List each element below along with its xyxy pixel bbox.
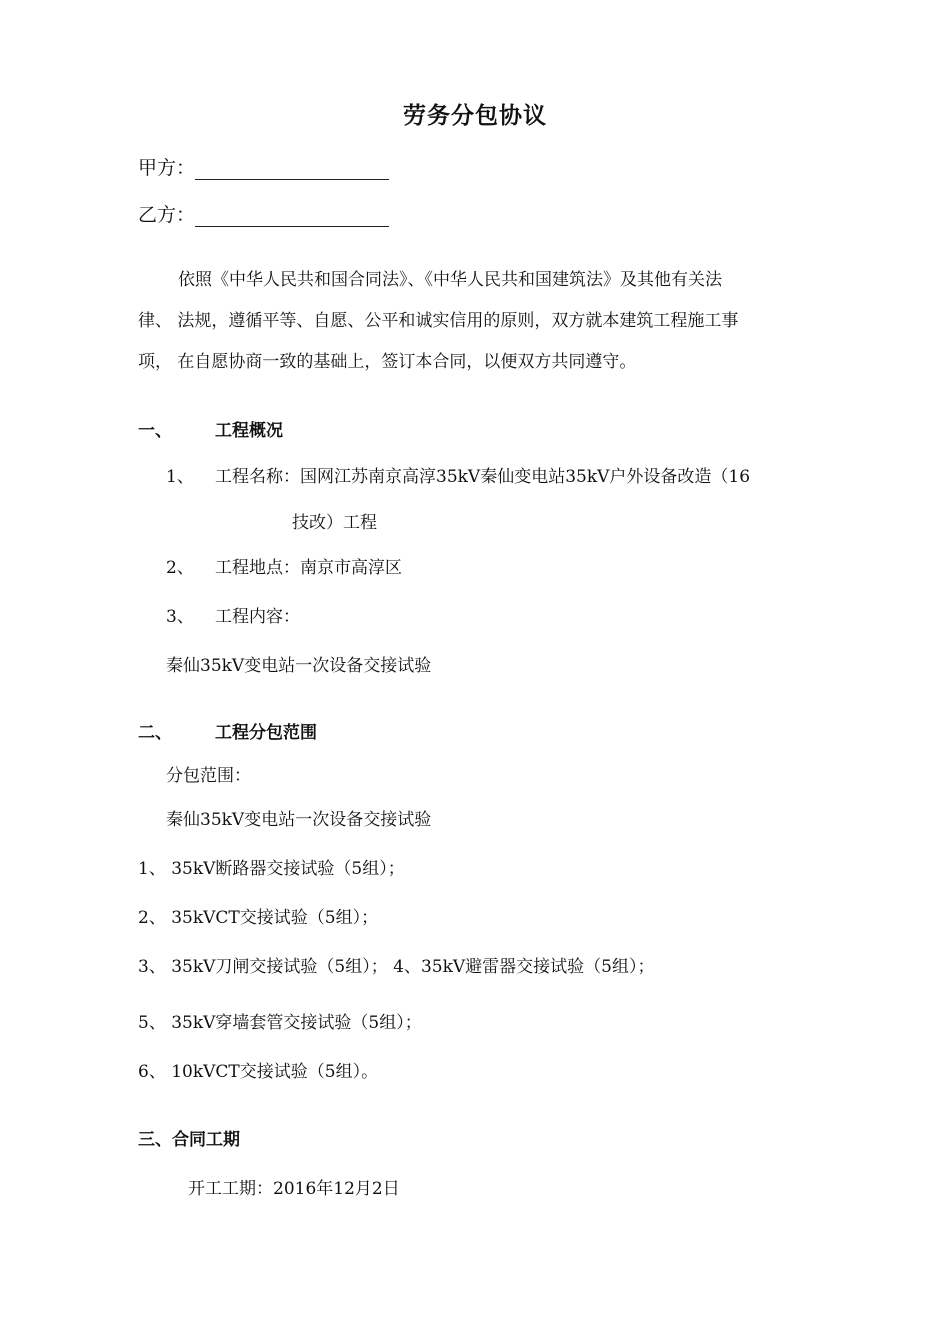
intro-line-2: 律、 法规，遵循平等、自愿、公平和诚实信用的原则，双方就本建筑工程施工事 bbox=[138, 311, 739, 331]
section1-item1-text: 工程名称：国网江苏南京高淳35kV秦仙变电站35kV户外设备改造（16 bbox=[215, 467, 751, 487]
section1-title: 工程概况 bbox=[215, 421, 283, 441]
party-a-blank bbox=[195, 157, 389, 180]
section2-item-3-4: 3、 35kV刀闸交接试验（5组）； 4、35kV避雷器交接试验（5组）； bbox=[138, 957, 655, 977]
document-title: 劳务分包协议 bbox=[403, 102, 547, 129]
party-a-line bbox=[138, 153, 389, 180]
section3-title: 三、合同工期 bbox=[138, 1130, 240, 1150]
party-b-line bbox=[138, 200, 389, 227]
section2-item-5: 5、 35kV穿墙套管交接试验（5组）； bbox=[138, 1013, 422, 1033]
section1-item1-continuation: 技改）工程 bbox=[292, 513, 377, 533]
section1-number: 一、 bbox=[138, 421, 172, 441]
intro-line-1: 依照《中华人民共和国合同法》、《中华人民共和国建筑法》及其他有关法 bbox=[178, 270, 722, 290]
section1-item2-number: 2、 bbox=[166, 558, 194, 578]
section1-content: 秦仙35kV变电站一次设备交接试验 bbox=[166, 656, 432, 676]
party-a-label: 甲方： bbox=[138, 157, 196, 179]
section2-item-6: 6、 10kVCT交接试验（5组）。 bbox=[138, 1062, 379, 1082]
section1-item1-number: 1、 bbox=[166, 467, 194, 487]
intro-line-3: 项， 在自愿协商一致的基础上，签订本合同，以便双方共同遵守。 bbox=[138, 352, 637, 372]
section2-item-1: 1、 35kV断路器交接试验（5组）； bbox=[138, 859, 405, 879]
section1-item2-text: 工程地点：南京市高淳区 bbox=[215, 558, 402, 578]
party-b-label: 乙方： bbox=[138, 204, 196, 226]
party-b-blank bbox=[195, 204, 389, 227]
section1-item3-number: 3、 bbox=[166, 607, 194, 627]
section1-item3-text: 工程内容： bbox=[215, 607, 300, 627]
section2-number: 二、 bbox=[138, 723, 172, 743]
section2-item-2: 2、 35kVCT交接试验（5组）； bbox=[138, 908, 379, 928]
section2-scope-label: 分包范围： bbox=[166, 766, 251, 786]
section2-scope-text: 秦仙35kV变电站一次设备交接试验 bbox=[166, 810, 432, 830]
section2-title: 工程分包范围 bbox=[215, 723, 317, 743]
section3-start-date: 开工工期：2016年12月2日 bbox=[188, 1179, 400, 1199]
